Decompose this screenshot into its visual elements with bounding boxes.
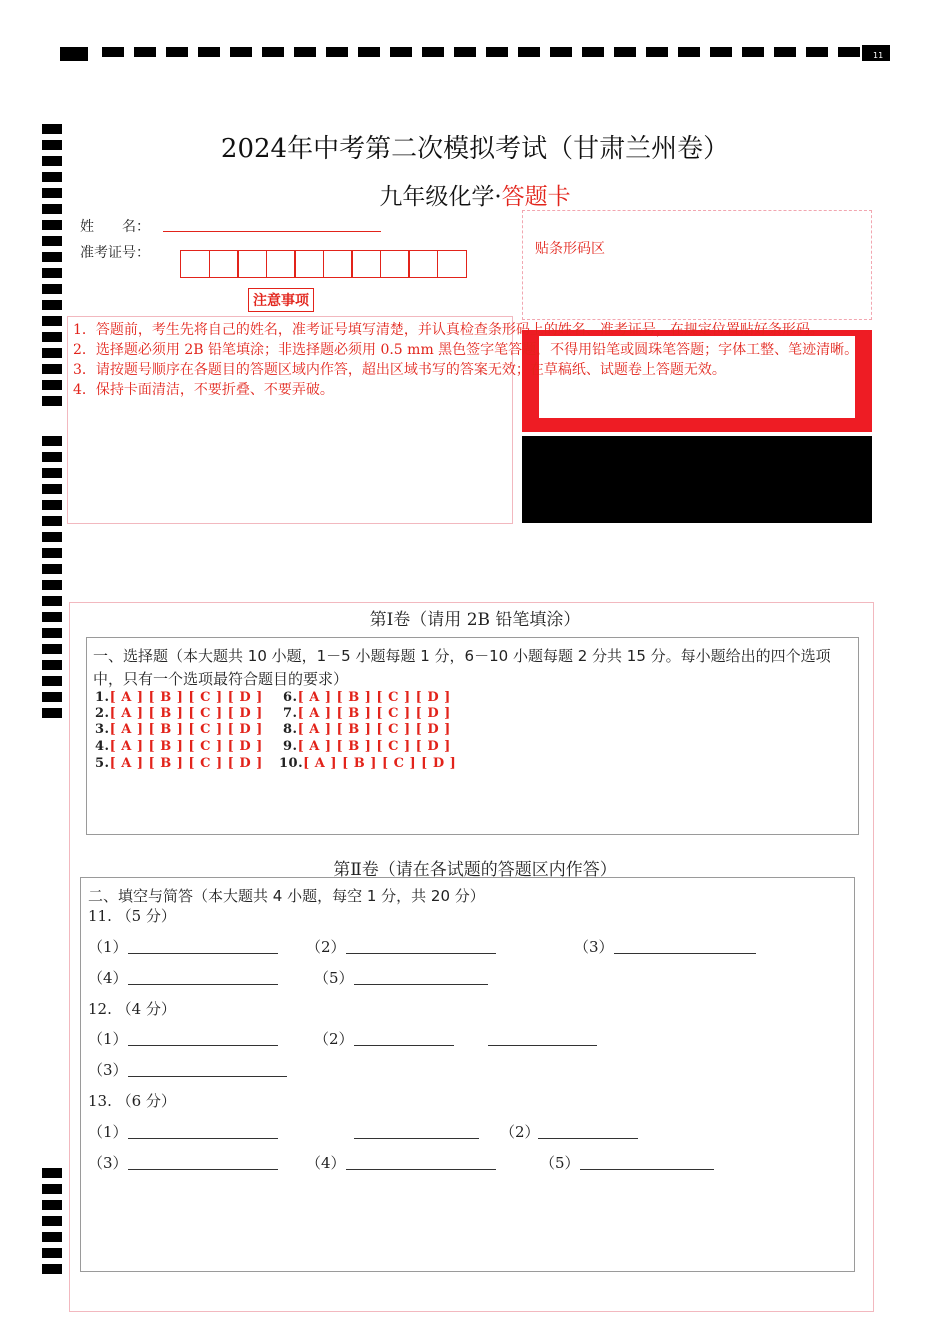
q13-blank-4-label: （4）	[306, 1154, 346, 1172]
mc-row-10[interactable]: 10.[ A ] [ B ] [ C ] [ D ]	[279, 756, 457, 771]
barcode-label: 贴条形码区	[535, 241, 605, 257]
q12-blank-3[interactable]	[128, 1076, 287, 1077]
notice-title: 注意事项	[248, 288, 314, 312]
mc-row-5[interactable]: 5.[ A ] [ B ] [ C ] [ D ]	[95, 756, 263, 771]
top-timing-marks	[60, 45, 890, 61]
mc-row-2[interactable]: 2.[ A ] [ B ] [ C ] [ D ]	[95, 706, 263, 721]
exam-id-boxes[interactable]	[180, 250, 465, 278]
subtitle-subject: 九年级化学·	[379, 184, 502, 210]
mc-row-8[interactable]: 8.[ A ] [ B ] [ C ] [ D ]	[283, 722, 451, 737]
subtitle-answer-card: 答题卡	[501, 184, 571, 210]
notice-item: 2．选择题必须用 2B 铅笔填涂；非选择题必须用 0.5 mm 黑色签字笔答题，不得用铅笔或圆珠笔答题；字体工整、笔迹清晰。	[73, 342, 859, 358]
page-subtitle	[0, 178, 950, 211]
q11-blank-3[interactable]	[614, 953, 756, 954]
q11-blank-1[interactable]	[128, 953, 278, 954]
q11-blank-4[interactable]	[128, 984, 278, 985]
mc-heading: 一、选择题（本大题共 10 小题，1－5 小题每题 1 分，6－10 小题每题 2 分共 15 分。每小题给出的四个选项中，只有一个选项最符合题目的要求）	[93, 647, 831, 688]
page-marker: 11	[873, 51, 884, 60]
barcode-area	[522, 210, 872, 320]
name-field[interactable]	[163, 231, 381, 232]
q12-blank-2-label: （2）	[314, 1030, 354, 1048]
q11-blank-2[interactable]	[346, 953, 496, 954]
mc-row-6[interactable]: 6.[ A ] [ B ] [ C ] [ D ]	[283, 690, 451, 705]
page-title: 2024年中考第二次模拟考试（甘肃兰州卷）	[220, 134, 730, 164]
part1-title: 第Ⅰ卷（请用 2B 铅笔填涂）	[369, 610, 581, 630]
notice-list	[73, 320, 858, 400]
absent-mark-fill	[522, 436, 872, 523]
q11-blank-5[interactable]	[354, 984, 488, 985]
part2-title: 第Ⅱ卷（请在各试题的答题区内作答）	[333, 860, 617, 880]
question-11-heading: 11. （5 分）	[88, 907, 176, 925]
q11-blank-1-label: （1）	[88, 938, 128, 956]
q13-blank-2[interactable]	[538, 1138, 638, 1139]
q13-blank-5-label: （5）	[540, 1154, 580, 1172]
q13-blank-3[interactable]	[128, 1169, 278, 1170]
left-timing-marks-2	[42, 1168, 62, 1278]
q11-blank-5-label: （5）	[314, 969, 354, 987]
q12-blank-2a[interactable]	[354, 1045, 454, 1046]
q13-blank-1a[interactable]	[128, 1138, 278, 1139]
q13-blank-2-label: （2）	[500, 1123, 540, 1141]
exam-id-label: 准考证号：	[80, 245, 150, 261]
mc-row-3[interactable]: 3.[ A ] [ B ] [ C ] [ D ]	[95, 722, 263, 737]
q12-blank-2b[interactable]	[488, 1045, 597, 1046]
q13-blank-4[interactable]	[346, 1169, 496, 1170]
name-label: 姓 名：	[80, 219, 150, 235]
q11-blank-3-label: （3）	[574, 938, 614, 956]
q12-blank-3-label: （3）	[88, 1061, 128, 1079]
notice-item: 4．保持卡面清洁，不要折叠、不要弄破。	[73, 382, 334, 398]
notice-item: 3．请按题号顺序在各题目的答题区域内作答，超出区域书写的答案无效；在草稿纸、试题卷上答题无效。	[73, 362, 726, 378]
q13-blank-1-label: （1）	[88, 1123, 128, 1141]
q13-blank-1b[interactable]	[354, 1138, 479, 1139]
q11-blank-2-label: （2）	[306, 938, 346, 956]
mc-row-4[interactable]: 4.[ A ] [ B ] [ C ] [ D ]	[95, 739, 263, 754]
q13-blank-5[interactable]	[580, 1169, 714, 1170]
mc-row-1[interactable]: 1.[ A ] [ B ] [ C ] [ D ]	[95, 690, 263, 705]
notice-item: 1．答题前，考生先将自己的姓名，准考证号填写清楚，并认真检查条形码上的姓名、准考证号，在规定位置贴好条形码。	[73, 322, 824, 338]
q12-blank-1-label: （1）	[88, 1030, 128, 1048]
q11-blank-4-label: （4）	[88, 969, 128, 987]
q12-blank-1[interactable]	[128, 1045, 278, 1046]
mc-row-9[interactable]: 9.[ A ] [ B ] [ C ] [ D ]	[283, 739, 451, 754]
q13-blank-3-label: （3）	[88, 1154, 128, 1172]
fill-heading: 二、填空与简答（本大题共 4 小题，每空 1 分，共 20 分）	[88, 887, 485, 905]
fill-section	[80, 877, 855, 1272]
mc-row-7[interactable]: 7.[ A ] [ B ] [ C ] [ D ]	[283, 706, 451, 721]
question-13-heading: 13. （6 分）	[88, 1092, 176, 1110]
question-12-heading: 12. （4 分）	[88, 1000, 176, 1018]
